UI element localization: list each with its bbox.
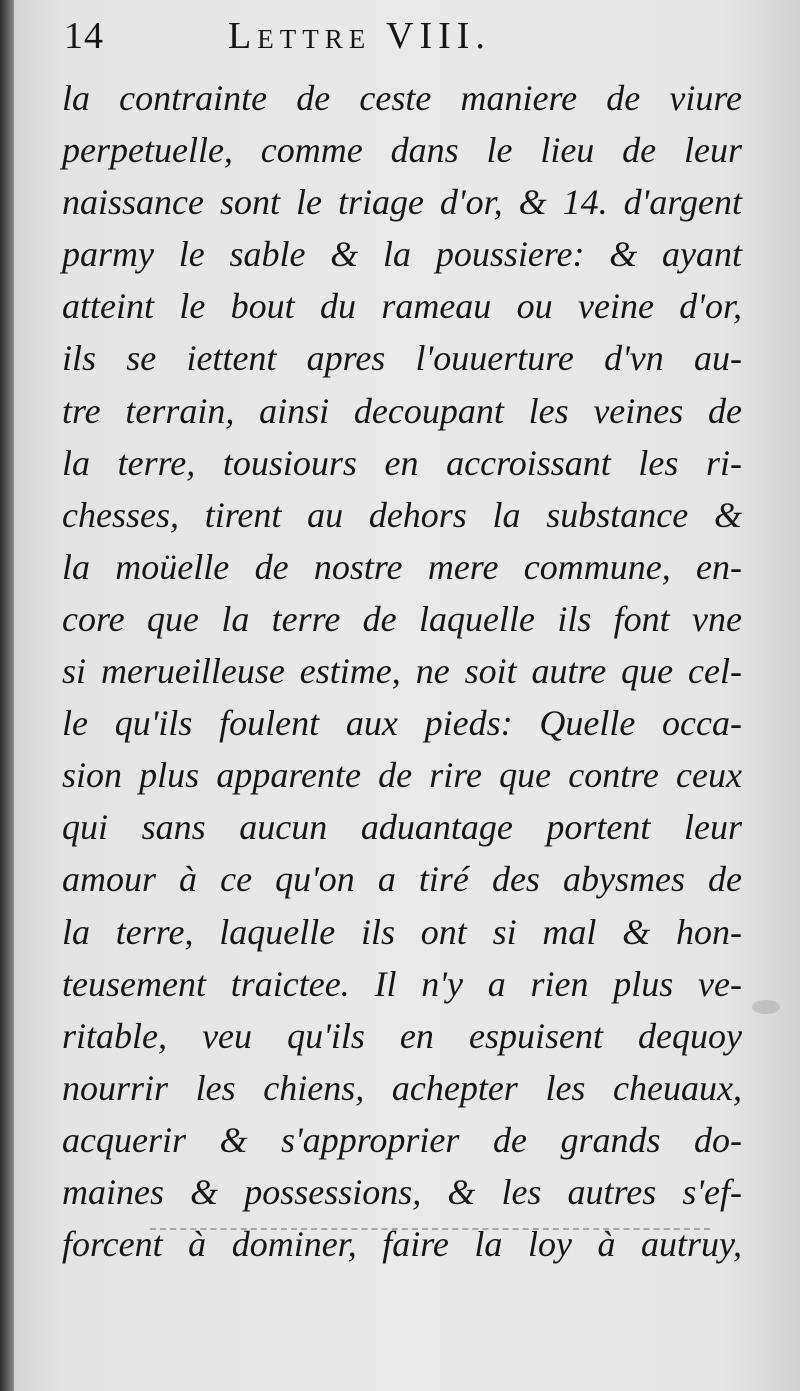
text-line: ritable, veu qu'ils en espuisent dequoy <box>62 1015 742 1056</box>
text-line: la contrainte de ceste maniere de viure <box>62 78 742 118</box>
body-text <box>62 72 742 1270</box>
text-line: la terre, tousiours en accroissant les ri- <box>62 442 742 483</box>
text-line: parmy le sable & la poussiere: & ayant <box>62 234 742 275</box>
text-line: naissance sont le triage d'or, & 14. d'argent <box>62 182 742 223</box>
text-line: tre terrain, ainsi decoupant les veines de <box>62 390 742 431</box>
text-line: amour à ce qu'on a tiré des abysmes de <box>62 859 742 900</box>
text-line: forcent à dominer, faire la loy à autruy, <box>62 1224 742 1265</box>
text-line: maines & possessions, & les autres s'ef- <box>62 1171 742 1212</box>
text-line: le qu'ils foulent aux pieds: Quelle occa- <box>62 703 742 744</box>
text-line: chesses, tirent au dehors la substance & <box>62 494 742 535</box>
text-line: ils se iettent apres l'ouuerture d'vn au- <box>62 338 742 379</box>
ink-bleed-rule <box>150 1228 710 1230</box>
page-number: 14 <box>64 15 104 57</box>
text-line: la terre, laquelle ils ont si mal & hon- <box>62 911 742 952</box>
text-line: teusement traictee. Il n'y a rien plus ve- <box>62 963 742 1004</box>
text-line: sion plus apparente de rire que contre ceux <box>62 755 742 796</box>
text-line: qui sans aucun aduantage portent leur <box>62 807 742 848</box>
text-line: perpetuelle, comme dans le lieu de leur <box>62 130 742 171</box>
text-line: nourrir les chiens, achepter les cheuaux, <box>62 1067 742 1108</box>
paper-smudge <box>752 1000 780 1014</box>
text-line: acquerir & s'approprier de grands do- <box>62 1119 742 1160</box>
text-line: la moüelle de nostre mere commune, en- <box>62 546 742 587</box>
page-gutter-shadow <box>0 0 14 1391</box>
text-line: atteint le bout du rameau ou veine d'or, <box>62 286 742 327</box>
text-line: core que la terre de laquelle ils font vne <box>62 598 742 639</box>
running-head <box>64 10 764 60</box>
text-line: si merueilleuse estime, ne soit autre que cel- <box>62 651 742 692</box>
running-head-title: Lettre VIII. <box>228 15 491 57</box>
